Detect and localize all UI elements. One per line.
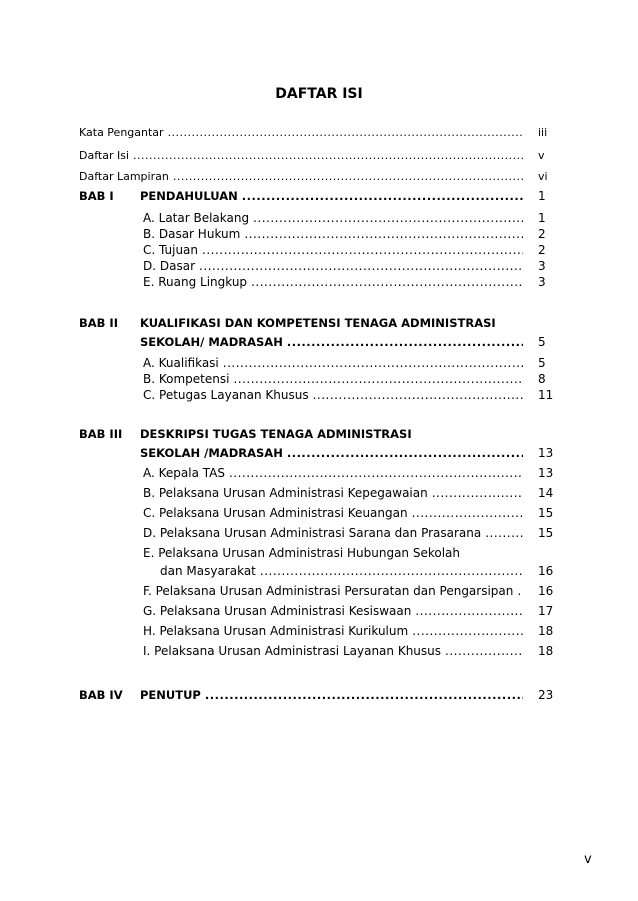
leader-dots <box>244 227 523 241</box>
toc-page-number: 18 <box>538 624 554 638</box>
footer-page-number: v <box>584 852 592 867</box>
leader-dots <box>223 356 523 370</box>
toc-page-number: 16 <box>538 564 554 578</box>
toc-page-number: iii <box>538 126 548 139</box>
leader-dots <box>432 486 523 500</box>
toc-subentry <box>143 506 527 520</box>
toc-subentry <box>143 259 527 273</box>
leader-dots <box>485 526 523 540</box>
toc-label: B. Kompetensi <box>143 372 230 386</box>
toc-subentry <box>143 486 527 500</box>
leader-dots <box>415 604 523 618</box>
toc-page-number: 11 <box>538 388 554 402</box>
toc-subentry <box>143 466 527 480</box>
bab-title: PENDAHULUAN <box>140 189 238 203</box>
toc-subentry <box>143 604 527 618</box>
toc-subentry <box>143 211 527 225</box>
bab-code: BAB II <box>79 316 118 330</box>
leader-dots <box>253 211 523 225</box>
toc-page-number: vi <box>538 170 548 183</box>
toc-label: A. Kepala TAS <box>143 466 225 480</box>
leader-dots <box>205 688 523 702</box>
toc-subentry <box>143 227 527 241</box>
toc-page-number: 1 <box>538 189 546 203</box>
toc-label: Daftar Isi <box>79 149 129 162</box>
toc-subentry <box>143 275 527 289</box>
leader-dots <box>287 335 523 349</box>
leader-dots <box>233 372 523 386</box>
toc-label: B. Pelaksana Urusan Administrasi Kepegawaian <box>143 486 428 500</box>
toc-label: D. Dasar <box>143 259 196 273</box>
leader-dots <box>287 446 523 460</box>
toc-label: I. Pelaksana Urusan Administrasi Layanan Khusus <box>143 644 442 658</box>
leader-dots <box>202 243 523 257</box>
leader-dots <box>445 644 523 658</box>
leader-dots <box>412 506 523 520</box>
toc-label: D. Pelaksana Urusan Administrasi Sarana dan Prasarana <box>143 526 482 540</box>
leader-dots <box>313 388 523 402</box>
leader-dots <box>251 275 523 289</box>
toc-label: E. Pelaksana Urusan Administrasi Hubungan Sekolah <box>143 546 460 560</box>
bab-code: BAB IV <box>79 688 123 702</box>
toc-subentry <box>143 356 527 370</box>
leader-dots <box>173 170 523 183</box>
toc-page-number: 2 <box>538 243 546 257</box>
leader-dots <box>199 259 523 273</box>
bab-code: BAB III <box>79 427 123 441</box>
toc-subentry <box>143 624 527 638</box>
toc-label: C. Pelaksana Urusan Administrasi Keuangan <box>143 506 408 520</box>
toc-page-number: 8 <box>538 372 546 386</box>
leader-dots <box>133 149 523 162</box>
leader-dots <box>412 624 523 638</box>
toc-page-number: 5 <box>538 335 546 349</box>
toc-page-number: 5 <box>538 356 546 370</box>
bab-title: PENUTUP <box>140 688 201 702</box>
toc-label: C. Tujuan <box>143 243 199 257</box>
toc-page-number: v <box>538 149 545 162</box>
toc-label: F. Pelaksana Urusan Administrasi Persuratan dan Pengarsipan <box>143 584 514 598</box>
toc-page-number: 13 <box>538 446 554 460</box>
bab-title: DESKRIPSI TUGAS TENAGA ADMINISTRASI <box>140 427 412 441</box>
toc-label: C. Petugas Layanan Khusus <box>143 388 309 402</box>
leader-dots <box>242 189 523 203</box>
toc-page-number: 17 <box>538 604 554 618</box>
bab-title: KUALIFIKASI DAN KOMPETENSI TENAGA ADMINISTRASI <box>140 316 496 330</box>
toc-page-number: 14 <box>538 486 554 500</box>
toc-page-number: 23 <box>538 688 554 702</box>
toc-entry-bab1 <box>140 189 527 203</box>
toc-page-number: 18 <box>538 644 554 658</box>
toc-entry-bab2 <box>140 335 527 349</box>
toc-entry-kata-pengantar <box>79 126 527 139</box>
toc-page-number: 15 <box>538 506 554 520</box>
toc-subentry <box>143 584 527 598</box>
page-title: DAFTAR ISI <box>275 86 363 102</box>
toc-label: H. Pelaksana Urusan Administrasi Kurikulum <box>143 624 409 638</box>
toc-page-number: 15 <box>538 526 554 540</box>
toc-label: A. Kualifikasi <box>143 356 219 370</box>
toc-page-number: 3 <box>538 275 546 289</box>
toc-entry-bab3 <box>140 446 527 460</box>
toc-entry-bab4 <box>140 688 527 702</box>
bab-title-continuation: SEKOLAH /MADRASAH <box>140 446 283 460</box>
toc-subentry <box>143 644 527 658</box>
toc-label: A. Latar Belakang <box>143 211 250 225</box>
leader-dots <box>517 584 523 598</box>
toc-label: G. Pelaksana Urusan Administrasi Kesiswaan <box>143 604 412 618</box>
toc-entry-daftar-lampiran <box>79 170 527 183</box>
toc-label-continuation: dan Masyarakat <box>160 564 256 578</box>
toc-label: B. Dasar Hukum <box>143 227 241 241</box>
toc-entry-daftar-isi <box>79 149 527 162</box>
toc-page-number: 16 <box>538 584 554 598</box>
leader-dots <box>260 564 523 578</box>
toc-page-number: 2 <box>538 227 546 241</box>
toc-subentry <box>143 388 527 402</box>
toc-subentry <box>143 243 527 257</box>
toc-label: E. Ruang Lingkup <box>143 275 248 289</box>
leader-dots <box>229 466 523 480</box>
bab-code: BAB I <box>79 189 114 203</box>
toc-label: Daftar Lampiran <box>79 170 169 183</box>
bab-title-continuation: SEKOLAH/ MADRASAH <box>140 335 283 349</box>
toc-page-number: 3 <box>538 259 546 273</box>
toc-page-number: 13 <box>538 466 554 480</box>
leader-dots <box>168 126 523 139</box>
toc-subentry <box>160 564 527 578</box>
toc-label: Kata Pengantar <box>79 126 164 139</box>
toc-subentry <box>143 526 527 540</box>
toc-subentry <box>143 372 527 386</box>
toc-page-number: 1 <box>538 211 546 225</box>
